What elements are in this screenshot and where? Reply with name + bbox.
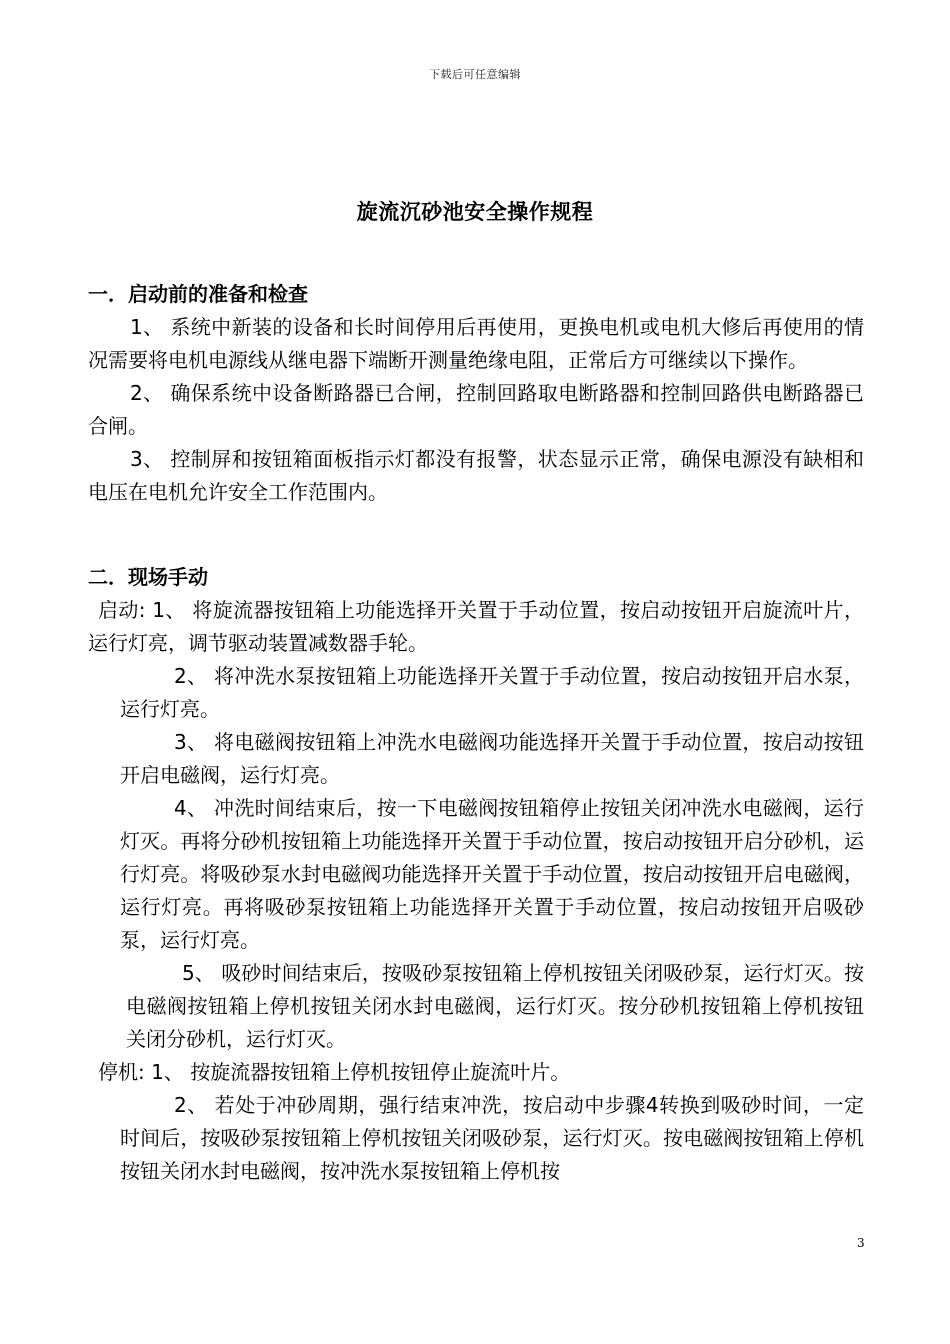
header-note: 下载后可任意编辑: [429, 68, 521, 81]
stop-step-1-text: 1、 按旋流器按钮箱上停机按钮停止旋流叶片。: [151, 1060, 571, 1084]
start-step-3: 3、 将电磁阀按钮箱上冲洗水电磁阀功能选择开关置于手动位置，按启动按钮开启电磁阀，运行灯亮。: [120, 730, 864, 787]
start-step-1: [88, 594, 864, 660]
start-label: 启动:: [98, 598, 146, 622]
paragraph-prep-1: 1、 系统中新装的设备和长时间停用后再使用，更换电机或电机大修后再使用的情况需要将电机电源线从继电器下端断开测量绝缘电阻，正常后方可继续以下操作。: [88, 315, 864, 372]
start-step-5: 5、 吸砂时间结束后，按吸砂泵按钮箱上停机按钮关闭吸砂泵，运行灯灭。按电磁阀按钮箱上停机按钮关闭水封电磁阀，运行灯灭。按分砂机按钮箱上停机按钮关闭分砂机，运行灯灭。: [126, 961, 864, 1051]
document-body: [88, 278, 864, 1188]
start-step-4: 4、 冲洗时间结束后，按一下电磁阀按钮箱停止按钮关闭冲洗水电磁阀，运行灯灭。再将分砂机按钮箱上功能选择开关置于手动位置，按启动按钮开启分砂机，运行灯亮。将吸砂泵水封电磁阀功能选择开关置于手动位置，按启动按钮开启电磁阀，运行灯亮。再将吸砂泵按钮箱上功能选择开关置于手动位置，按启动按钮开启吸砂泵，运行灯亮。: [120, 796, 864, 952]
page-number: 3: [857, 1236, 865, 1250]
paragraph-prep-2: 2、 确保系统中设备断路器已合闸，控制回路取电断路器和控制回路供电断路器已合闸。: [88, 381, 864, 438]
stop-label: 停机:: [98, 1060, 145, 1084]
stop-step-1: [88, 1056, 864, 1089]
section-heading-manual: 二．现场手动: [88, 565, 208, 589]
start-step-1-text: 1、 将旋流器按钮箱上功能选择开关置于手动位置，按启动按钮开启旋流叶片，运行灯亮，调节驱动装置减数器手轮。: [88, 598, 864, 655]
document-title: 旋流沉砂池安全操作规程: [356, 200, 594, 224]
paragraph-prep-3: 3、 控制屏和按钮箱面板指示灯都没有报警，状态显示正常，确保电源没有缺相和电压在电机允许安全工作范围内。: [88, 447, 864, 504]
start-step-2: 2、 将冲洗水泵按钮箱上功能选择开关置于手动位置，按启动按钮开启水泵，运行灯亮。: [120, 664, 864, 721]
stop-step-2: 2、 若处于冲砂周期，强行结束冲洗，按启动中步骤4转换到吸砂时间，一定时间后，按吸砂泵按钮箱上停机按钮关闭吸砂泵，运行灯灭。按电磁阀按钮箱上停机按钮关闭水封电磁阀，按冲洗水泵按钮箱上停机按: [120, 1093, 864, 1183]
section-heading-preparation: 一．启动前的准备和检查: [88, 282, 308, 306]
